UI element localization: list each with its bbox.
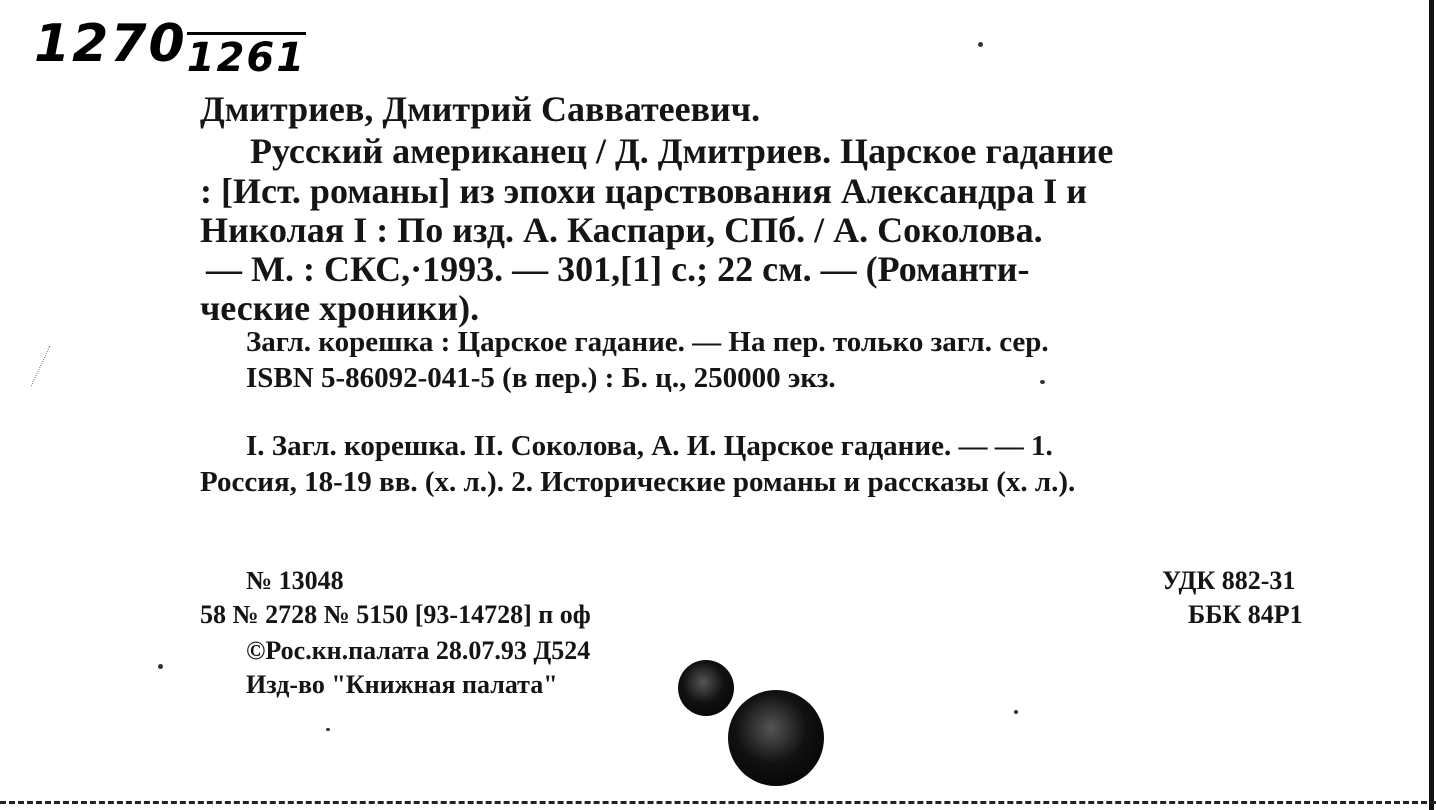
tracing-line: I. Загл. корешка. II. Соколова, А. И. Царское гадание. — — 1. bbox=[246, 430, 1053, 462]
handwritten-subnumber: 1261 bbox=[187, 32, 306, 81]
description-line: ческие хроники). bbox=[200, 288, 480, 328]
book-chamber-line: ©Рос.кн.палата 28.07.93 Д524 bbox=[246, 636, 591, 665]
handwritten-number: 1270 bbox=[34, 14, 187, 74]
speck bbox=[158, 664, 163, 669]
description-line: Николая I : По изд. А. Каспари, СПб. / А. Соколова. bbox=[200, 210, 1043, 250]
publisher-line: Изд-во "Книжная палата" bbox=[246, 670, 558, 699]
description-line: : [Ист. романы] из эпохи царствования Александра I и bbox=[200, 171, 1088, 211]
note-line: Загл. корешка : Царское гадание. — На пер. только загл. сер. bbox=[246, 326, 1049, 358]
pencil-scratch bbox=[31, 346, 111, 386]
punch-hole bbox=[728, 690, 824, 786]
udk-code: УДК 882-31 bbox=[1162, 566, 1296, 595]
ink-blot bbox=[678, 660, 734, 716]
order-line: 58 № 2728 № 5150 [93-14728] п оф bbox=[200, 600, 591, 629]
speck bbox=[326, 728, 330, 731]
record-number: № 13048 bbox=[246, 566, 344, 595]
speck bbox=[1014, 710, 1018, 714]
description-line: — М. : СКС,·1993. — 301,[1] с.; 22 см. — (Романти- bbox=[206, 249, 1030, 289]
speck bbox=[1040, 380, 1045, 384]
description-line: Русский американец / Д. Дмитриев. Царское гадание bbox=[250, 131, 1114, 171]
handwritten-call-number bbox=[34, 14, 307, 81]
card-bottom-edge bbox=[0, 801, 1436, 810]
tracing-line: Россия, 18-19 вв. (х. л.). 2. Исторические романы и рассказы (х. л.). bbox=[200, 466, 1076, 498]
isbn-line: ISBN 5-86092-041-5 (в пер.) : Б. ц., 250000 экз. bbox=[246, 362, 836, 394]
speck bbox=[978, 42, 983, 47]
author-heading: Дмитриев, Дмитрий Савватеевич. bbox=[200, 89, 761, 129]
bbk-code: ББК 84Р1 bbox=[1188, 600, 1303, 629]
card-edge bbox=[1429, 0, 1434, 810]
